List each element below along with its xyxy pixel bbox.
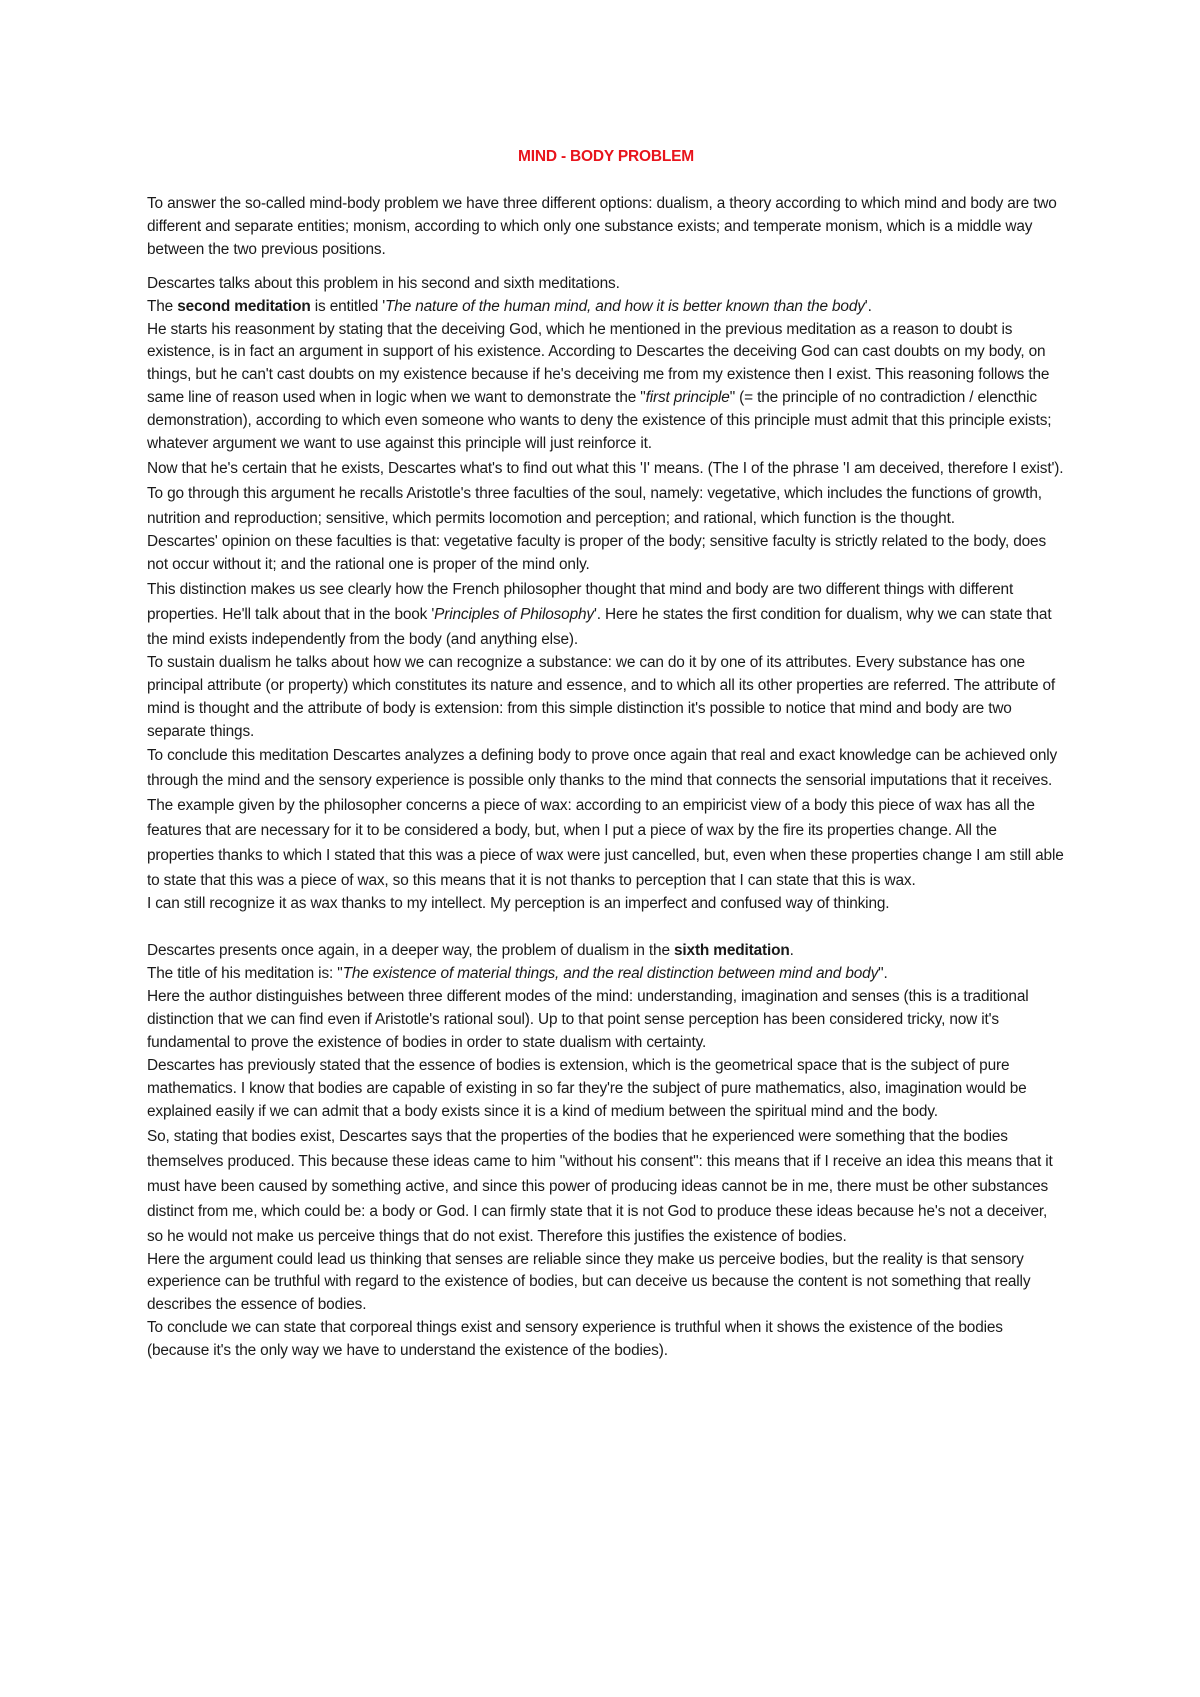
bold-term: second meditation	[177, 297, 311, 315]
text-run: '. Here he states the first condition for dualism, why we can state that the mind exists independently from the body (and anything else).	[147, 605, 1052, 648]
paragraph-extension: Descartes has previously stated that the essence of bodies is extension, which is the geometrical space that is the subject of pure mathematics. I know that bodies are capable of existing in so far they're the subject of pure mathematics, also, imagination would be explained easily if we can admit that a body exists since it is a kind of medium between the spiritual mind and the body.	[147, 1056, 1027, 1120]
text-run: is entitled '	[310, 297, 386, 315]
paragraph-faculties-opinion: Descartes' opinion on these faculties is that: vegetative faculty is proper of the body; sensitive faculty is strictly related to the body, does not occur without it; and the rational one is proper of the mind only.	[147, 532, 1046, 573]
italic-title: The existence of material things, and the real distinction between mind and body	[342, 965, 879, 983]
paragraph-conclude-meditation: To conclude this meditation Descartes analyzes a defining body to prove once again that real and exact knowledge can be achieved only through the mind and the sensory experience is possible only thanks to the mind that connects the sensorial imputations that it receives.	[147, 747, 1058, 790]
page-title: MIND - BODY PROBLEM	[518, 148, 694, 165]
paragraph-principles	[147, 577, 1065, 652]
text-run: He starts his reasonment by stating that the deceiving God, which he mentioned in the previous meditation as a reason to doubt is existence, is in fact an argument in support of his existence. According to Descartes the deceiving God can cast doubts on my body, on things, but he can't cast doubts on my existence because if he's deceiving me from my existence then I exist. This reasoning follows the same line of reason used when in logic when we want to demonstrate the "	[147, 320, 1050, 407]
text-run: The	[147, 297, 178, 315]
text-run: Descartes presents once again, in a deeper way, the problem of dualism in the	[147, 942, 674, 960]
paragraph-sixth-title	[147, 963, 1065, 986]
document-body	[147, 193, 1065, 1363]
intro-paragraph: To answer the so-called mind-body problem we have three different options: dualism, a theory according to which mind and body are two different and separate entities; monism, according to which only one substance exists; and temperate monism, which is a middle way between the two previous positions.	[147, 195, 1057, 258]
paragraph-intellect: I can still recognize it as wax thanks to my intellect. My perception is an imperfect and confused way of thinking.	[147, 895, 890, 913]
paragraph-bodies-exist: So, stating that bodies exist, Descartes says that the properties of the bodies that he experienced were something that the bodies themselves produced. This because these ideas came to him "without his consent": this means that if I receive an idea this means that it must have been caused by something active, and since this power of producing ideas cannot be in me, there must be other substances distinct from me, which could be: a body or God. I can firmly state that it is not God to produce these ideas because he's not a deceiver, so he would not make us perceive things that do not exist. Therefore this justifies the existence of bodies.	[147, 1127, 1053, 1245]
spacer	[147, 262, 1065, 273]
paragraph-meditations-intro: Descartes talks about this problem in his second and sixth meditations.	[147, 274, 620, 292]
paragraph-second-meditation-title	[147, 296, 1065, 319]
text-run: '.	[864, 297, 872, 315]
paragraph-deceiving-god	[147, 319, 1065, 456]
paragraph-senses-reliable: Here the argument could lead us thinking that senses are reliable since they make us perceive bodies, but the reality is that sensory experience can be truthful with regard to the existence of bodies, but can deceive us because the content is not something that really describes the essence of bodies.	[147, 1250, 1031, 1314]
spacer	[147, 916, 1065, 940]
paragraph-wax-example: The example given by the philosopher concerns a piece of wax: according to an empiricist view of a body this piece of wax has all the features that are necessary for it to be considered a body, but, when I put a piece of wax by the fire its properties change. All the properties thanks to which I stated that this was a piece of wax were just cancelled, but, even when these properties change I am still able to state that this was a piece of wax, so this means that it is not thanks to perception that I can state that this is wax.	[147, 797, 1064, 890]
paragraph-substance: To sustain dualism he talks about how we can recognize a substance: we can do it by one of its attributes. Every substance has one principal attribute (or property) which constitutes its nature and essence, and to which all its other properties are referred. The attribute of mind is thought and the attribute of body is extension: from this simple distinction it's possible to notice that mind and body are two separate things.	[147, 653, 1056, 740]
text-run: .	[789, 942, 794, 960]
italic-book-title: Principles of Philosophy	[434, 605, 594, 623]
paragraph-faculties: Now that he's certain that he exists, Descartes what's to find out what this 'I' means. (The I of the phrase 'I am deceived, therefore I exist'). To go through this argument he recalls Aristotle's three faculties of the soul, namely: vegetative, which includes the functions of growth, nutrition and reproduction; sensitive, which permits locomotion and perception; and rational, which function is the thought.	[147, 459, 1064, 527]
text-run: The title of his meditation is: "	[147, 965, 343, 983]
italic-term: first principle	[645, 389, 730, 407]
paragraph-modes-of-mind: Here the author distinguishes between three different modes of the mind: understanding, imagination and senses (this is a traditional distinction that we can find even if Aristotle's rational soul). Up to that point sense perception has been considered tricky, now it's fundamental to prove the existence of bodies in order to state dualism with certainty.	[147, 988, 1029, 1051]
paragraph-sixth-meditation	[147, 940, 1065, 963]
italic-title: The nature of the human mind, and how it is better known than the body	[385, 297, 865, 315]
bold-term: sixth meditation	[674, 942, 790, 960]
text-run: " (= the principle of no contradiction / elencthic demonstration), according to which even someone who wants to deny the existence of this principle must admit that this principle exists; whatever argument we want to use against this principle will just reinforce it.	[147, 389, 1052, 453]
text-run: ".	[878, 965, 888, 983]
text-run: This distinction makes us see clearly how the French philosopher thought that mind and body are two different things with different properties. He'll talk about that in the book '	[147, 580, 1014, 623]
paragraph-conclusion: To conclude we can state that corporeal things exist and sensory experience is truthful when it shows the existence of the bodies (because it's the only way we have to understand the existence of the bodies).	[147, 1319, 1003, 1360]
